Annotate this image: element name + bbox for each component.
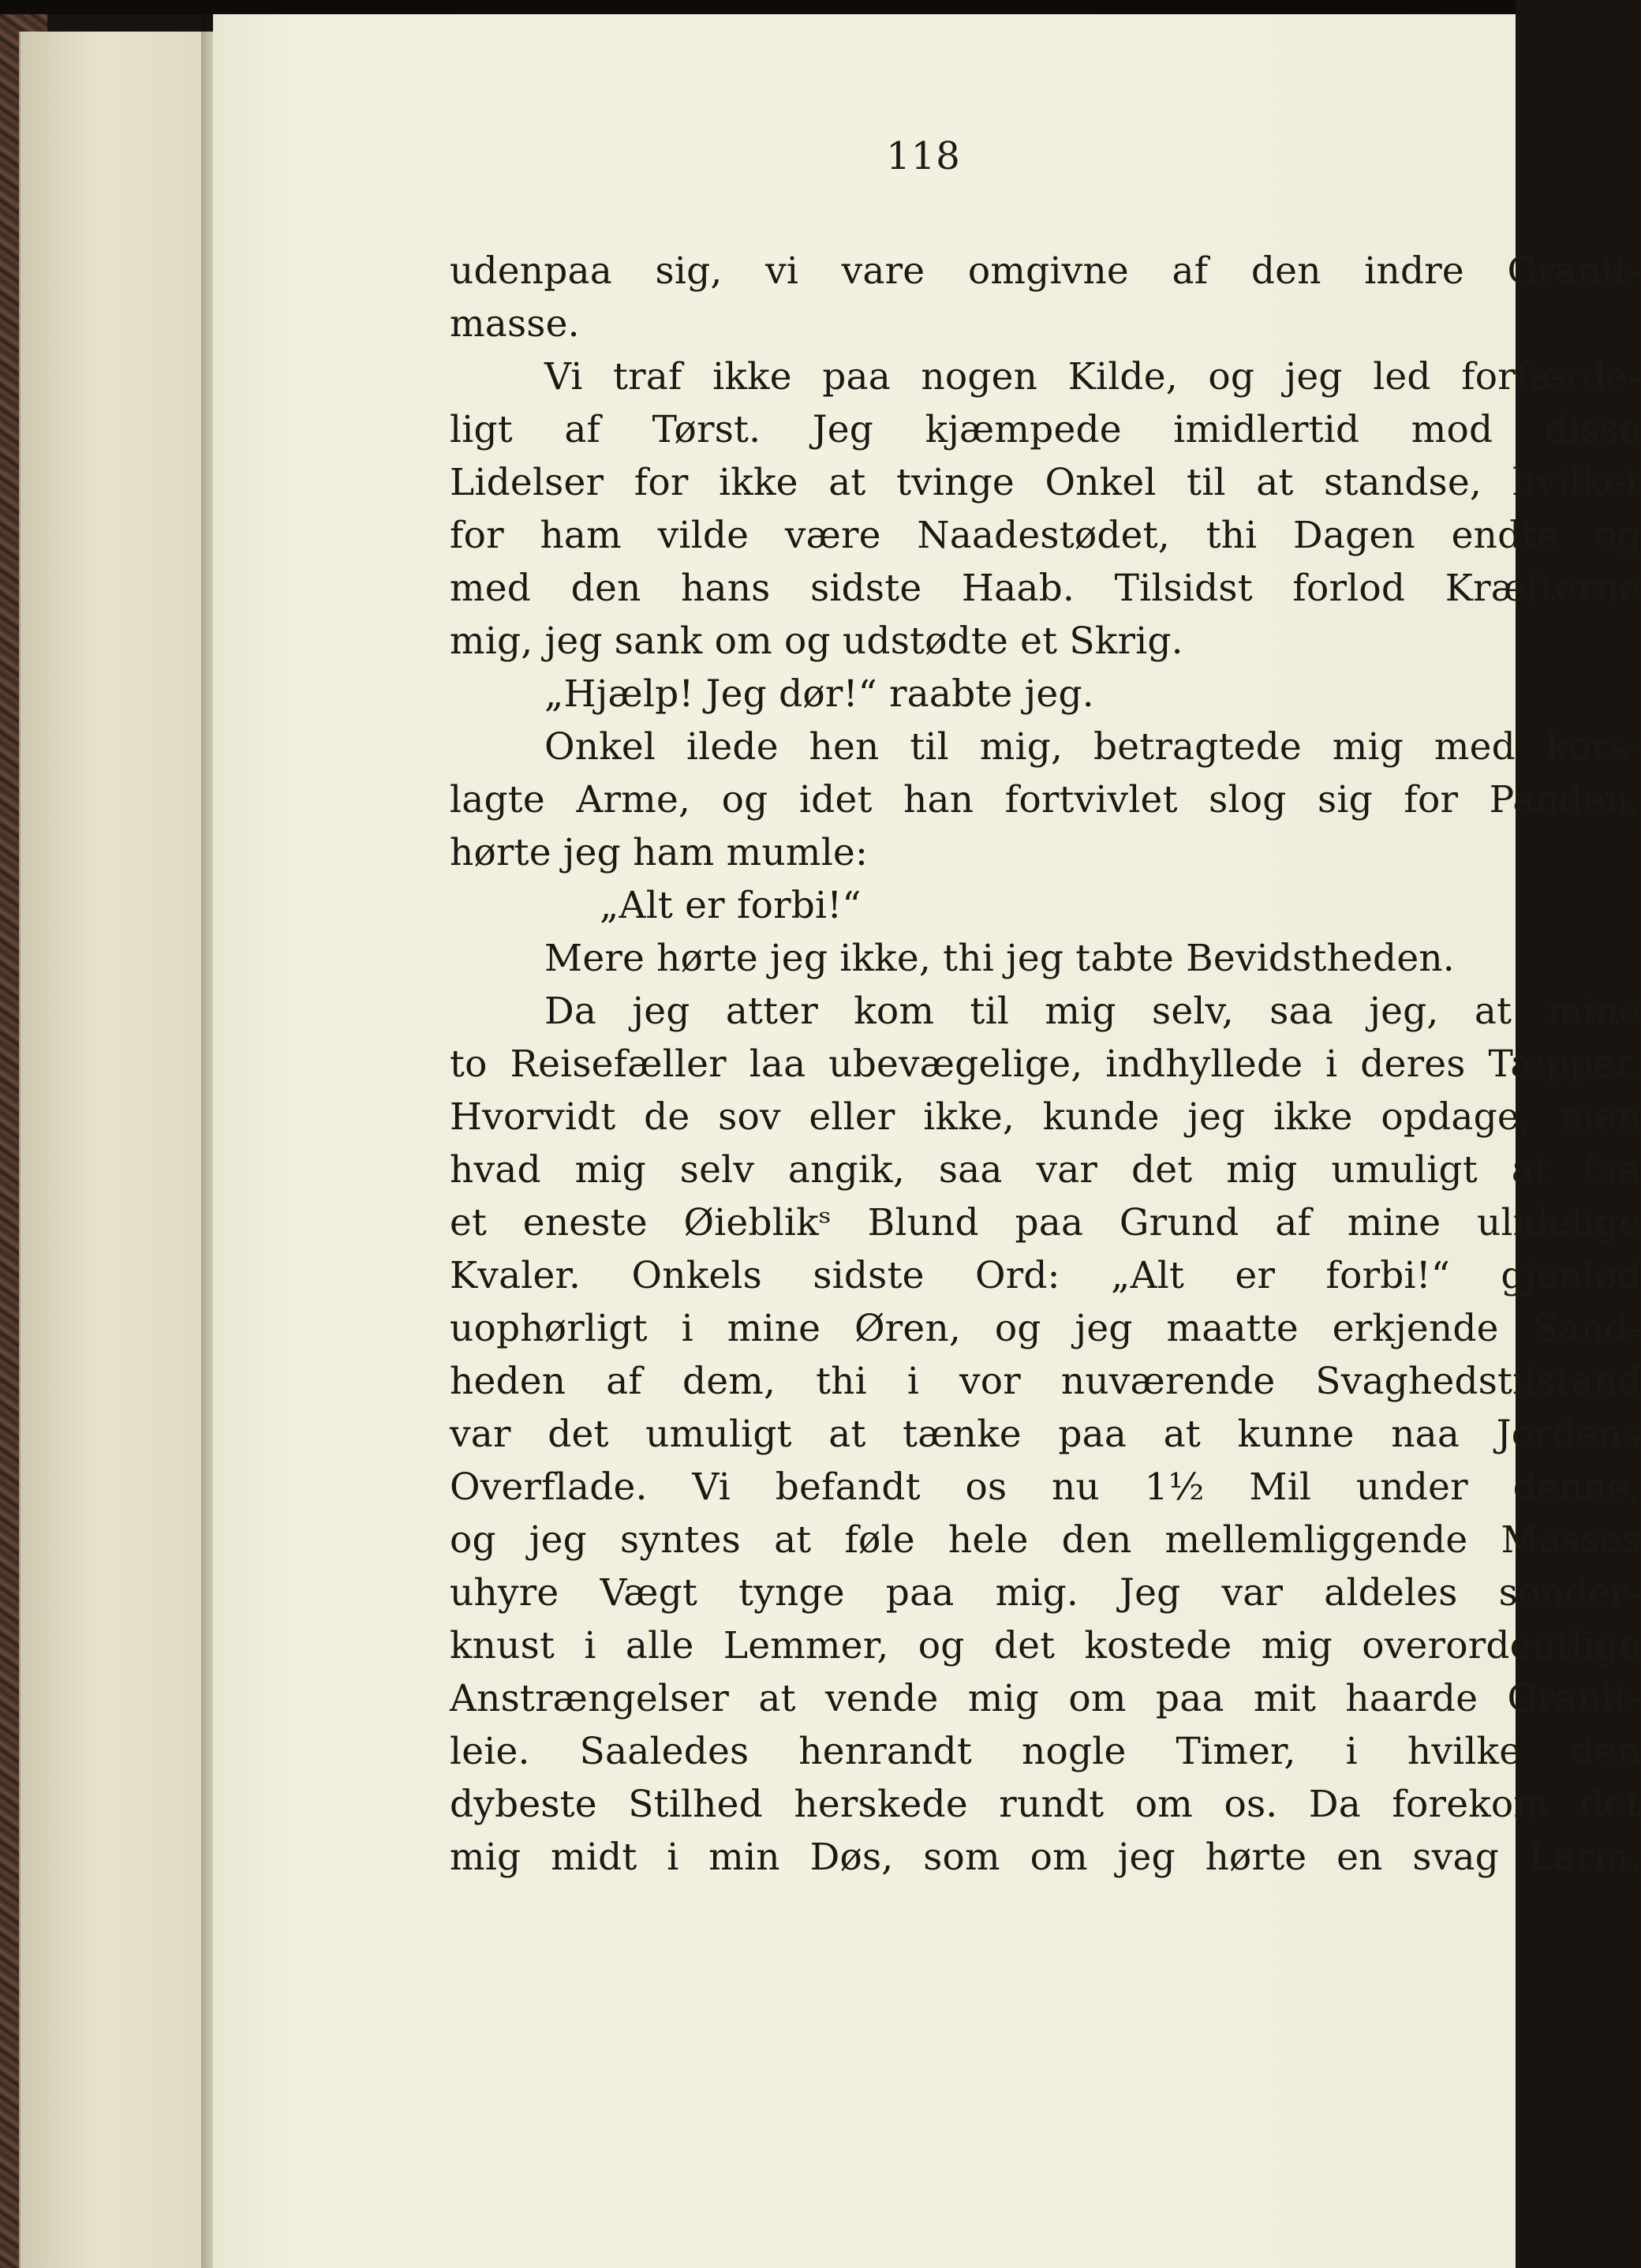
text-line: Hvorvidt de sov eller ikke, kunde jeg ikke opdage, men <box>450 1095 1641 1139</box>
text-line: Vi traf ikke paa nogen Kilde, og jeg led forfærde- <box>544 355 1641 399</box>
text-line: heden af dem, thi i vor nuværende Svaghedstilstand <box>450 1360 1641 1403</box>
text-line: Kvaler. Onkels sidste Ord: „Alt er forbi!“ gjenlød <box>450 1254 1641 1297</box>
text-line: mig midt i min Døs, som om jeg hørte en svag Larm, <box>450 1836 1641 1879</box>
text-line: mig, jeg sank om og udstødte et Skrig. <box>450 619 1183 663</box>
text-line: leie. Saaledes henrandt nogle Timer, i hvilke den <box>450 1730 1641 1773</box>
text-line: knust i alle Lemmer, og det kostede mig overordentlige <box>450 1624 1641 1667</box>
text-line: „Hjælp! Jeg dør!“ raabte jeg. <box>544 672 1094 716</box>
text-line: Da jeg atter kom til mig selv, saa jeg, at mine <box>544 990 1641 1033</box>
text-line: et eneste Øieblikˢ Blund paa Grund af mine ulidelige <box>450 1201 1641 1244</box>
text-line: „Alt er forbi!“ <box>600 884 862 927</box>
text-line: masse. <box>450 302 580 346</box>
text-line: Overflade. Vi befandt os nu 1½ Mil under denne, <box>450 1465 1641 1509</box>
text-line: og jeg syntes at føle hele den mellemliggende Masses <box>450 1518 1641 1562</box>
page-text <box>450 245 1641 1884</box>
book-page <box>213 14 1641 2268</box>
text-line: hørte jeg ham mumle: <box>450 831 868 874</box>
scan-background <box>0 0 1516 14</box>
text-line: udenpaa sig, vi vare omgivne af den indre Granit- <box>450 249 1641 293</box>
text-line: Anstrængelser at vende mig om paa mit haarde Granit- <box>450 1677 1641 1720</box>
text-line: Lidelser for ikke at tvinge Onkel til at standse, hvilket <box>450 461 1641 504</box>
text-line: Mere hørte jeg ikke, thi jeg tabte Bevidstheden. <box>544 937 1455 980</box>
text-line: for ham vilde være Naadestødet, thi Dagen endte og <box>450 514 1641 557</box>
text-line: uophørligt i mine Øren, og jeg maatte erkjende Sand- <box>450 1307 1641 1350</box>
text-line: med den hans sidste Haab. Tilsidst forlod Kræfterne <box>450 567 1641 610</box>
text-line: var det umuligt at tænke paa at kunne naa Jordens <box>450 1413 1641 1456</box>
text-line: lagte Arme, og idet han fortvivlet slog sig for Panden, <box>450 778 1641 821</box>
text-line: ligt af Tørst. Jeg kjæmpede imidlertid mod disse <box>450 408 1641 451</box>
text-line: Onkel ilede hen til mig, betragtede mig med kors- <box>544 725 1641 769</box>
text-line: uhyre Vægt tynge paa mig. Jeg var aldeles sønder- <box>450 1571 1641 1615</box>
page-number: 118 <box>886 134 961 178</box>
text-line: dybeste Stilhed herskede rundt om os. Da forekom det <box>450 1783 1641 1826</box>
text-line: hvad mig selv angik, saa var det mig umuligt at faa <box>450 1148 1641 1192</box>
underlying-page-edge <box>19 32 218 2268</box>
text-line: to Reisefæller laa ubevægelige, indhyllede i deres Tæpper. <box>450 1042 1641 1086</box>
